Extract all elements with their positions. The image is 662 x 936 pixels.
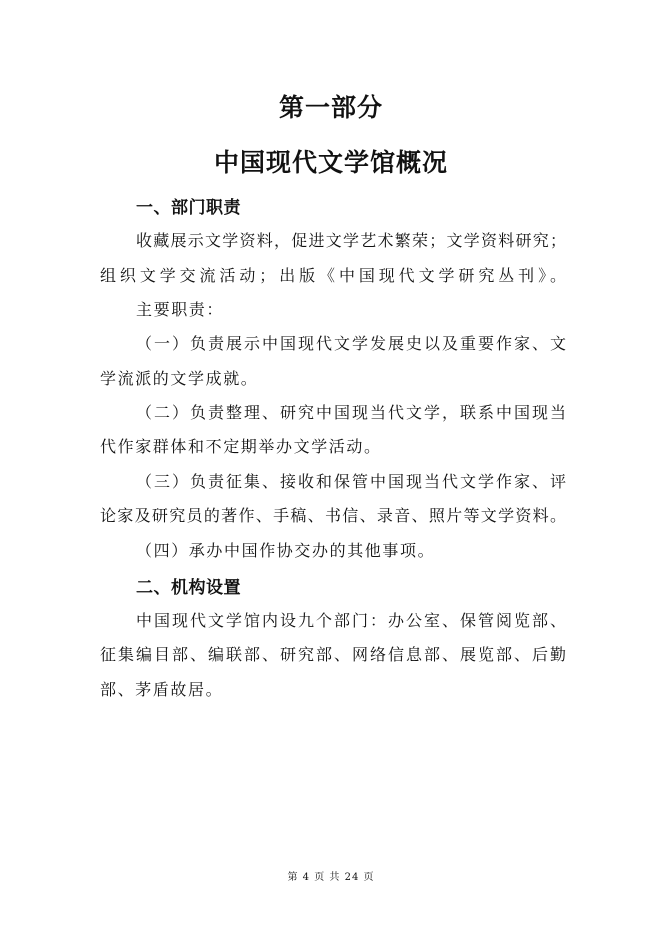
section-heading-organization: 二、机构设置 — [136, 578, 241, 598]
paragraph-line: （三）负责征集、接收和保管中国现当代文学作家、评 — [136, 472, 566, 491]
paragraph-line: 学流派的文学成就。 — [100, 369, 259, 388]
paragraph-line: 征集编目部、编联部、研究部、网络信息部、展览部、后勤 — [100, 645, 566, 664]
paragraph-line: 中国现代文学馆内设九个部门：办公室、保管阅览部、 — [136, 611, 566, 630]
paragraph-line: 组织文学交流活动；出版《中国现代文学研究丛刊》。 — [100, 266, 566, 285]
page-footer: 第 4 页 共 24 页 — [287, 872, 375, 883]
paragraph-line: 部、茅盾故居。 — [100, 680, 224, 699]
section-heading-duties: 一、部门职责 — [136, 198, 241, 218]
paragraph-line: （二）负责整理、研究中国现当代文学，联系中国现当 — [136, 403, 566, 422]
part-title: 第一部分 — [278, 93, 383, 122]
main-title: 中国现代文学馆概况 — [213, 148, 448, 177]
paragraph-line: 代作家群体和不定期举办文学活动。 — [100, 437, 382, 456]
paragraph-line: （一）负责展示中国现代文学发展史以及重要作家、文 — [136, 334, 566, 353]
paragraph-line: 论家及研究员的著作、手稿、书信、录音、照片等文学资料。 — [100, 506, 566, 525]
paragraph-line: 主要职责： — [136, 300, 225, 319]
paragraph-line: 收藏展示文学资料，促进文学艺术繁荣；文学资料研究； — [136, 231, 566, 250]
paragraph-line: （四）承办中国作协交办的其他事项。 — [136, 541, 436, 560]
